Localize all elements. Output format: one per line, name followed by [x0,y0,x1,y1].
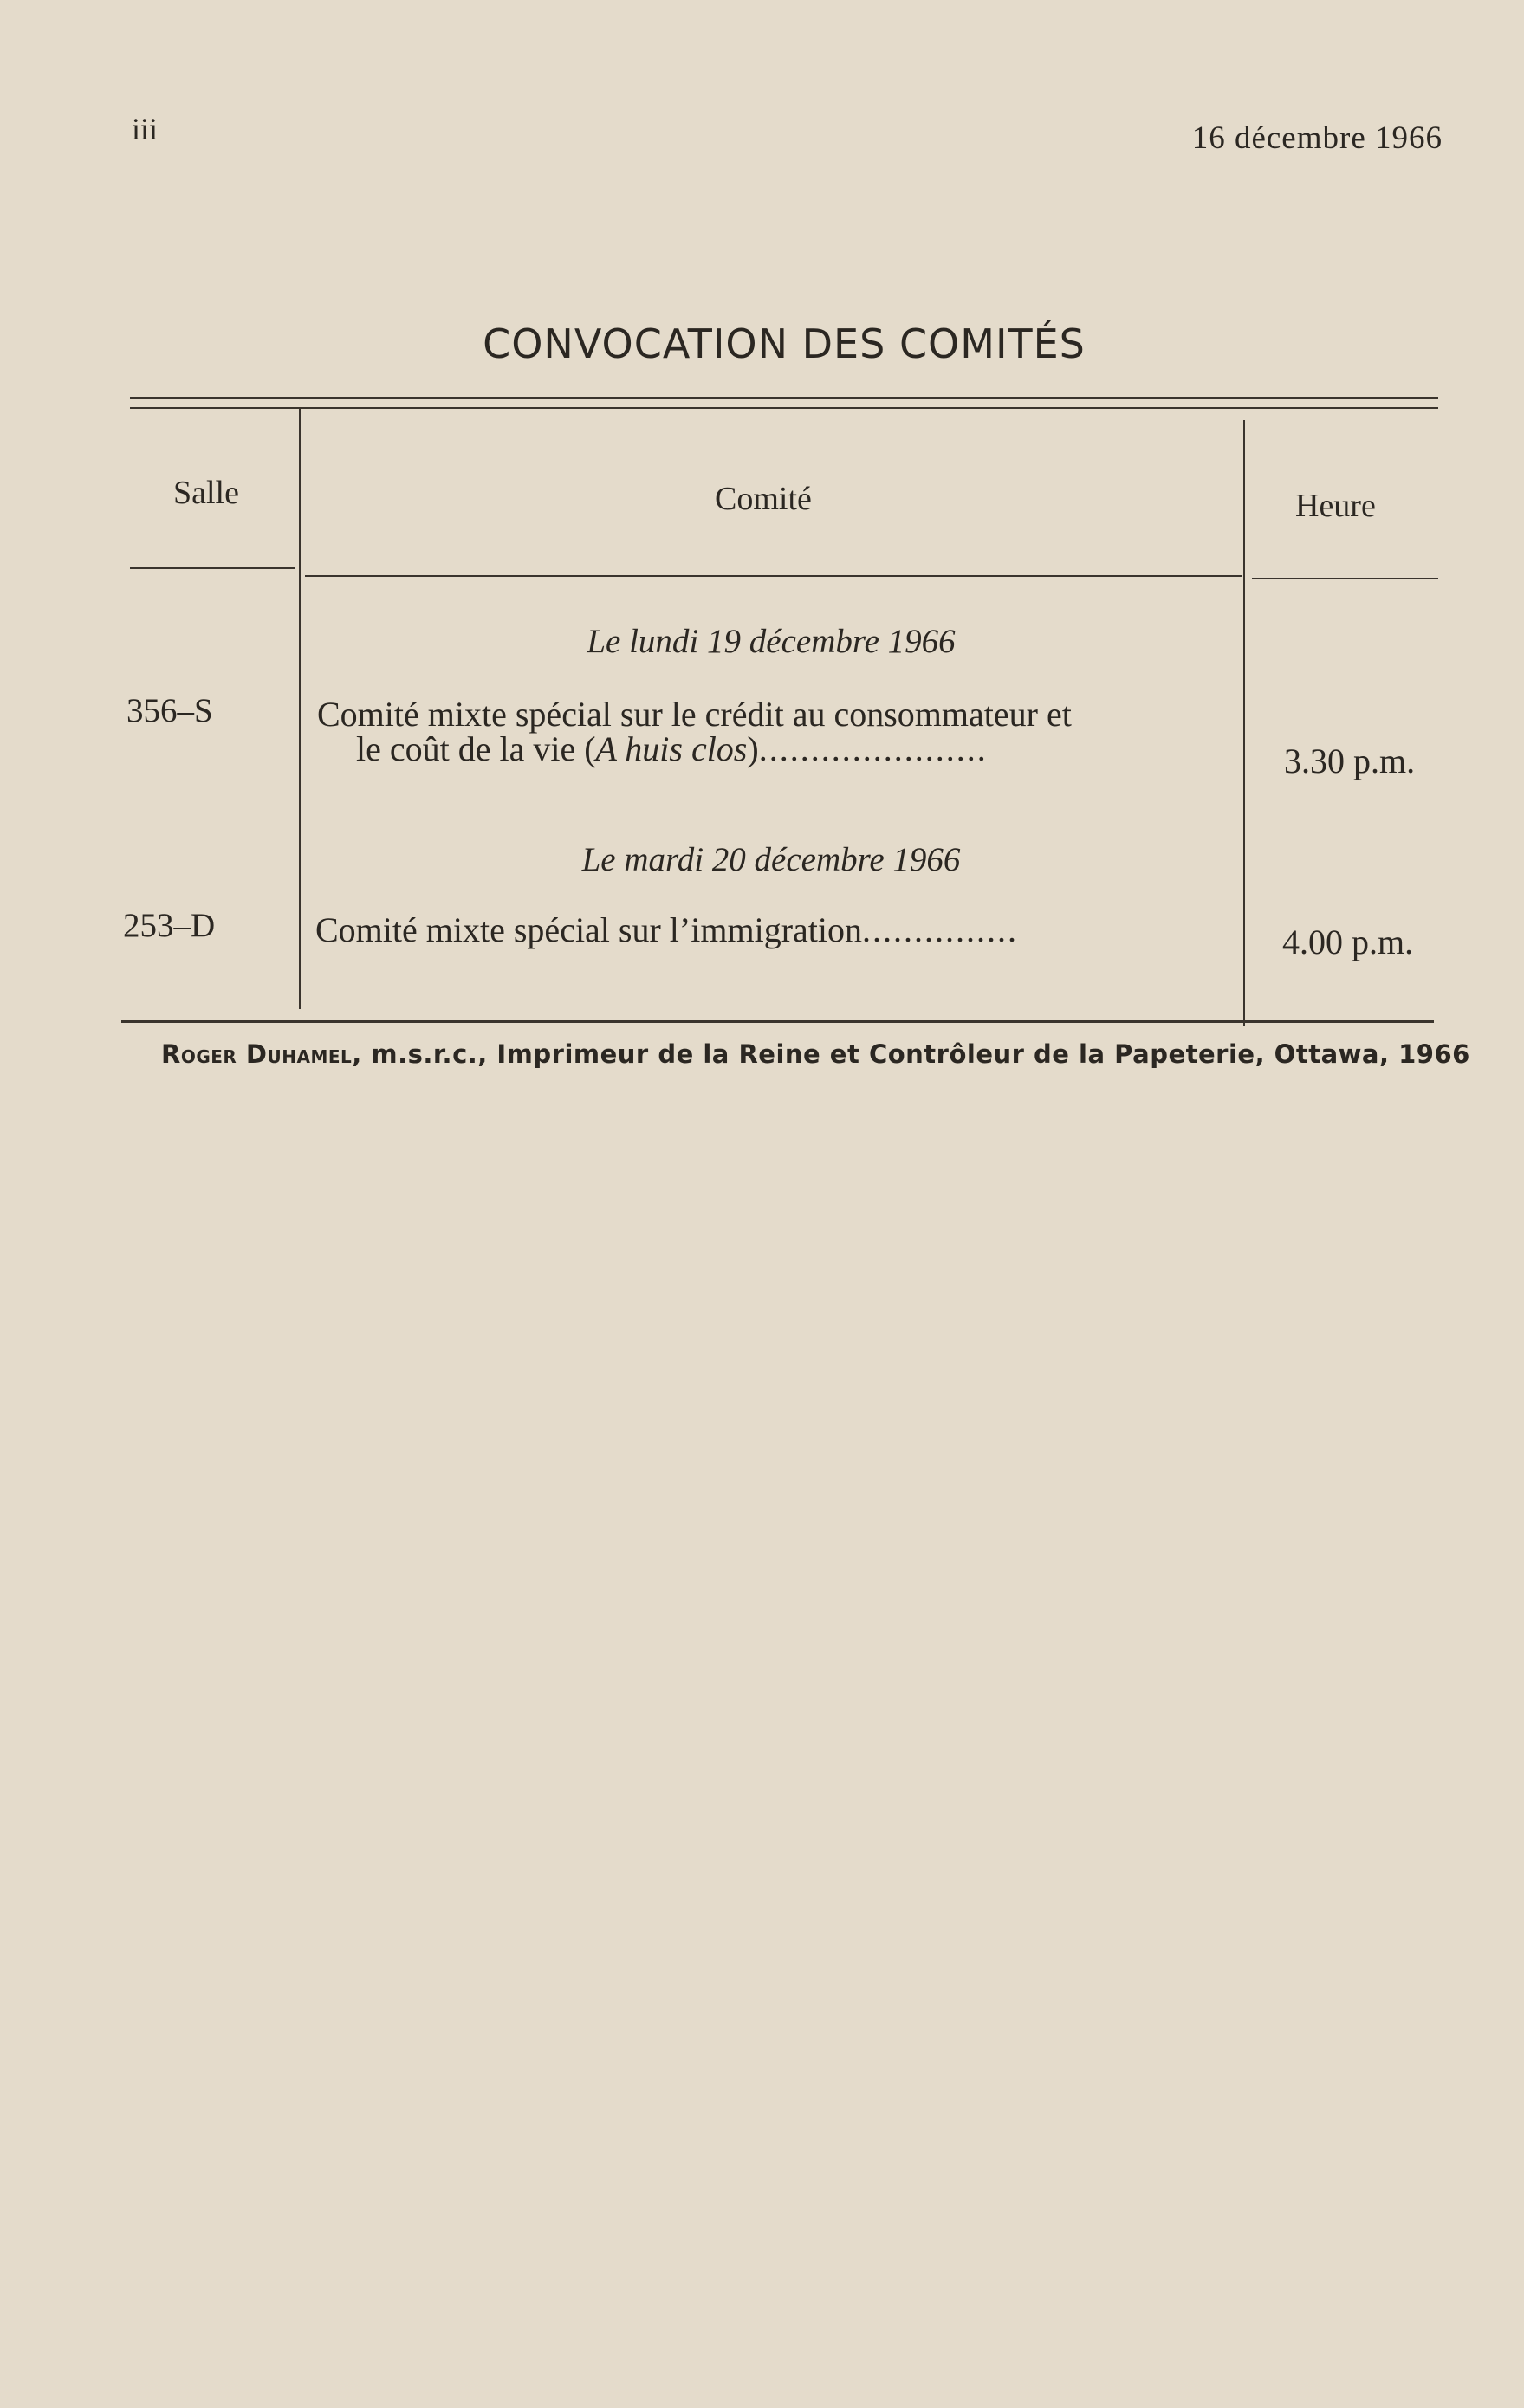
printer-name-first: Roger [161,1039,237,1069]
top-double-rule-2 [130,407,1438,409]
day-heading-tuesday: Le mardi 20 décembre 1966 [581,841,961,878]
room-356-s: 356–S [126,692,213,729]
page-title: CONVOCATION DES COMITÉS [483,320,1086,367]
leader-dots: ...................... [758,729,988,768]
committee-immigration [315,910,1223,949]
header-rule-salle [130,567,295,569]
leader-dots: ............... [862,910,1018,949]
committee-line-2-prefix: le coût de la vie ( [356,729,596,768]
committee-line-1: Comité mixte spécial sur le crédit au consommateur et [317,695,1072,734]
time-4-00: 4.00 p.m. [1282,922,1414,961]
column-header-salle: Salle [173,475,239,511]
header-rule-heure [1252,578,1438,579]
time-3-30: 3.30 p.m. [1284,741,1416,780]
printer-credit [161,1039,1470,1069]
page-number: iii [132,112,159,146]
printer-credit-rest: , m.s.r.c., Imprimeur de la Reine et Contrôleur de la Papeterie, Ottawa, 1966 [352,1039,1470,1069]
top-double-rule-1 [130,397,1438,399]
committee-line-1: Comité mixte spécial sur l’immigration [315,910,862,949]
day-heading-monday: Le lundi 19 décembre 1966 [587,623,956,660]
printer-name-last: Duhamel [245,1039,353,1069]
page-date: 16 décembre 1966 [1191,120,1443,156]
column-header-heure: Heure [1295,488,1376,524]
committee-line-2-italic: A huis clos [595,729,748,768]
header-rule-comite [305,575,1242,577]
committee-consumer-credit [317,697,1225,767]
bottom-rule [121,1020,1434,1023]
committee-line-2 [317,729,1225,768]
column-header-comite: Comité [715,481,812,517]
column-divider-left [299,407,301,1009]
room-253-d: 253–D [123,907,216,944]
committee-line-2-suffix: ) [747,729,759,768]
column-divider-right [1243,420,1245,1026]
